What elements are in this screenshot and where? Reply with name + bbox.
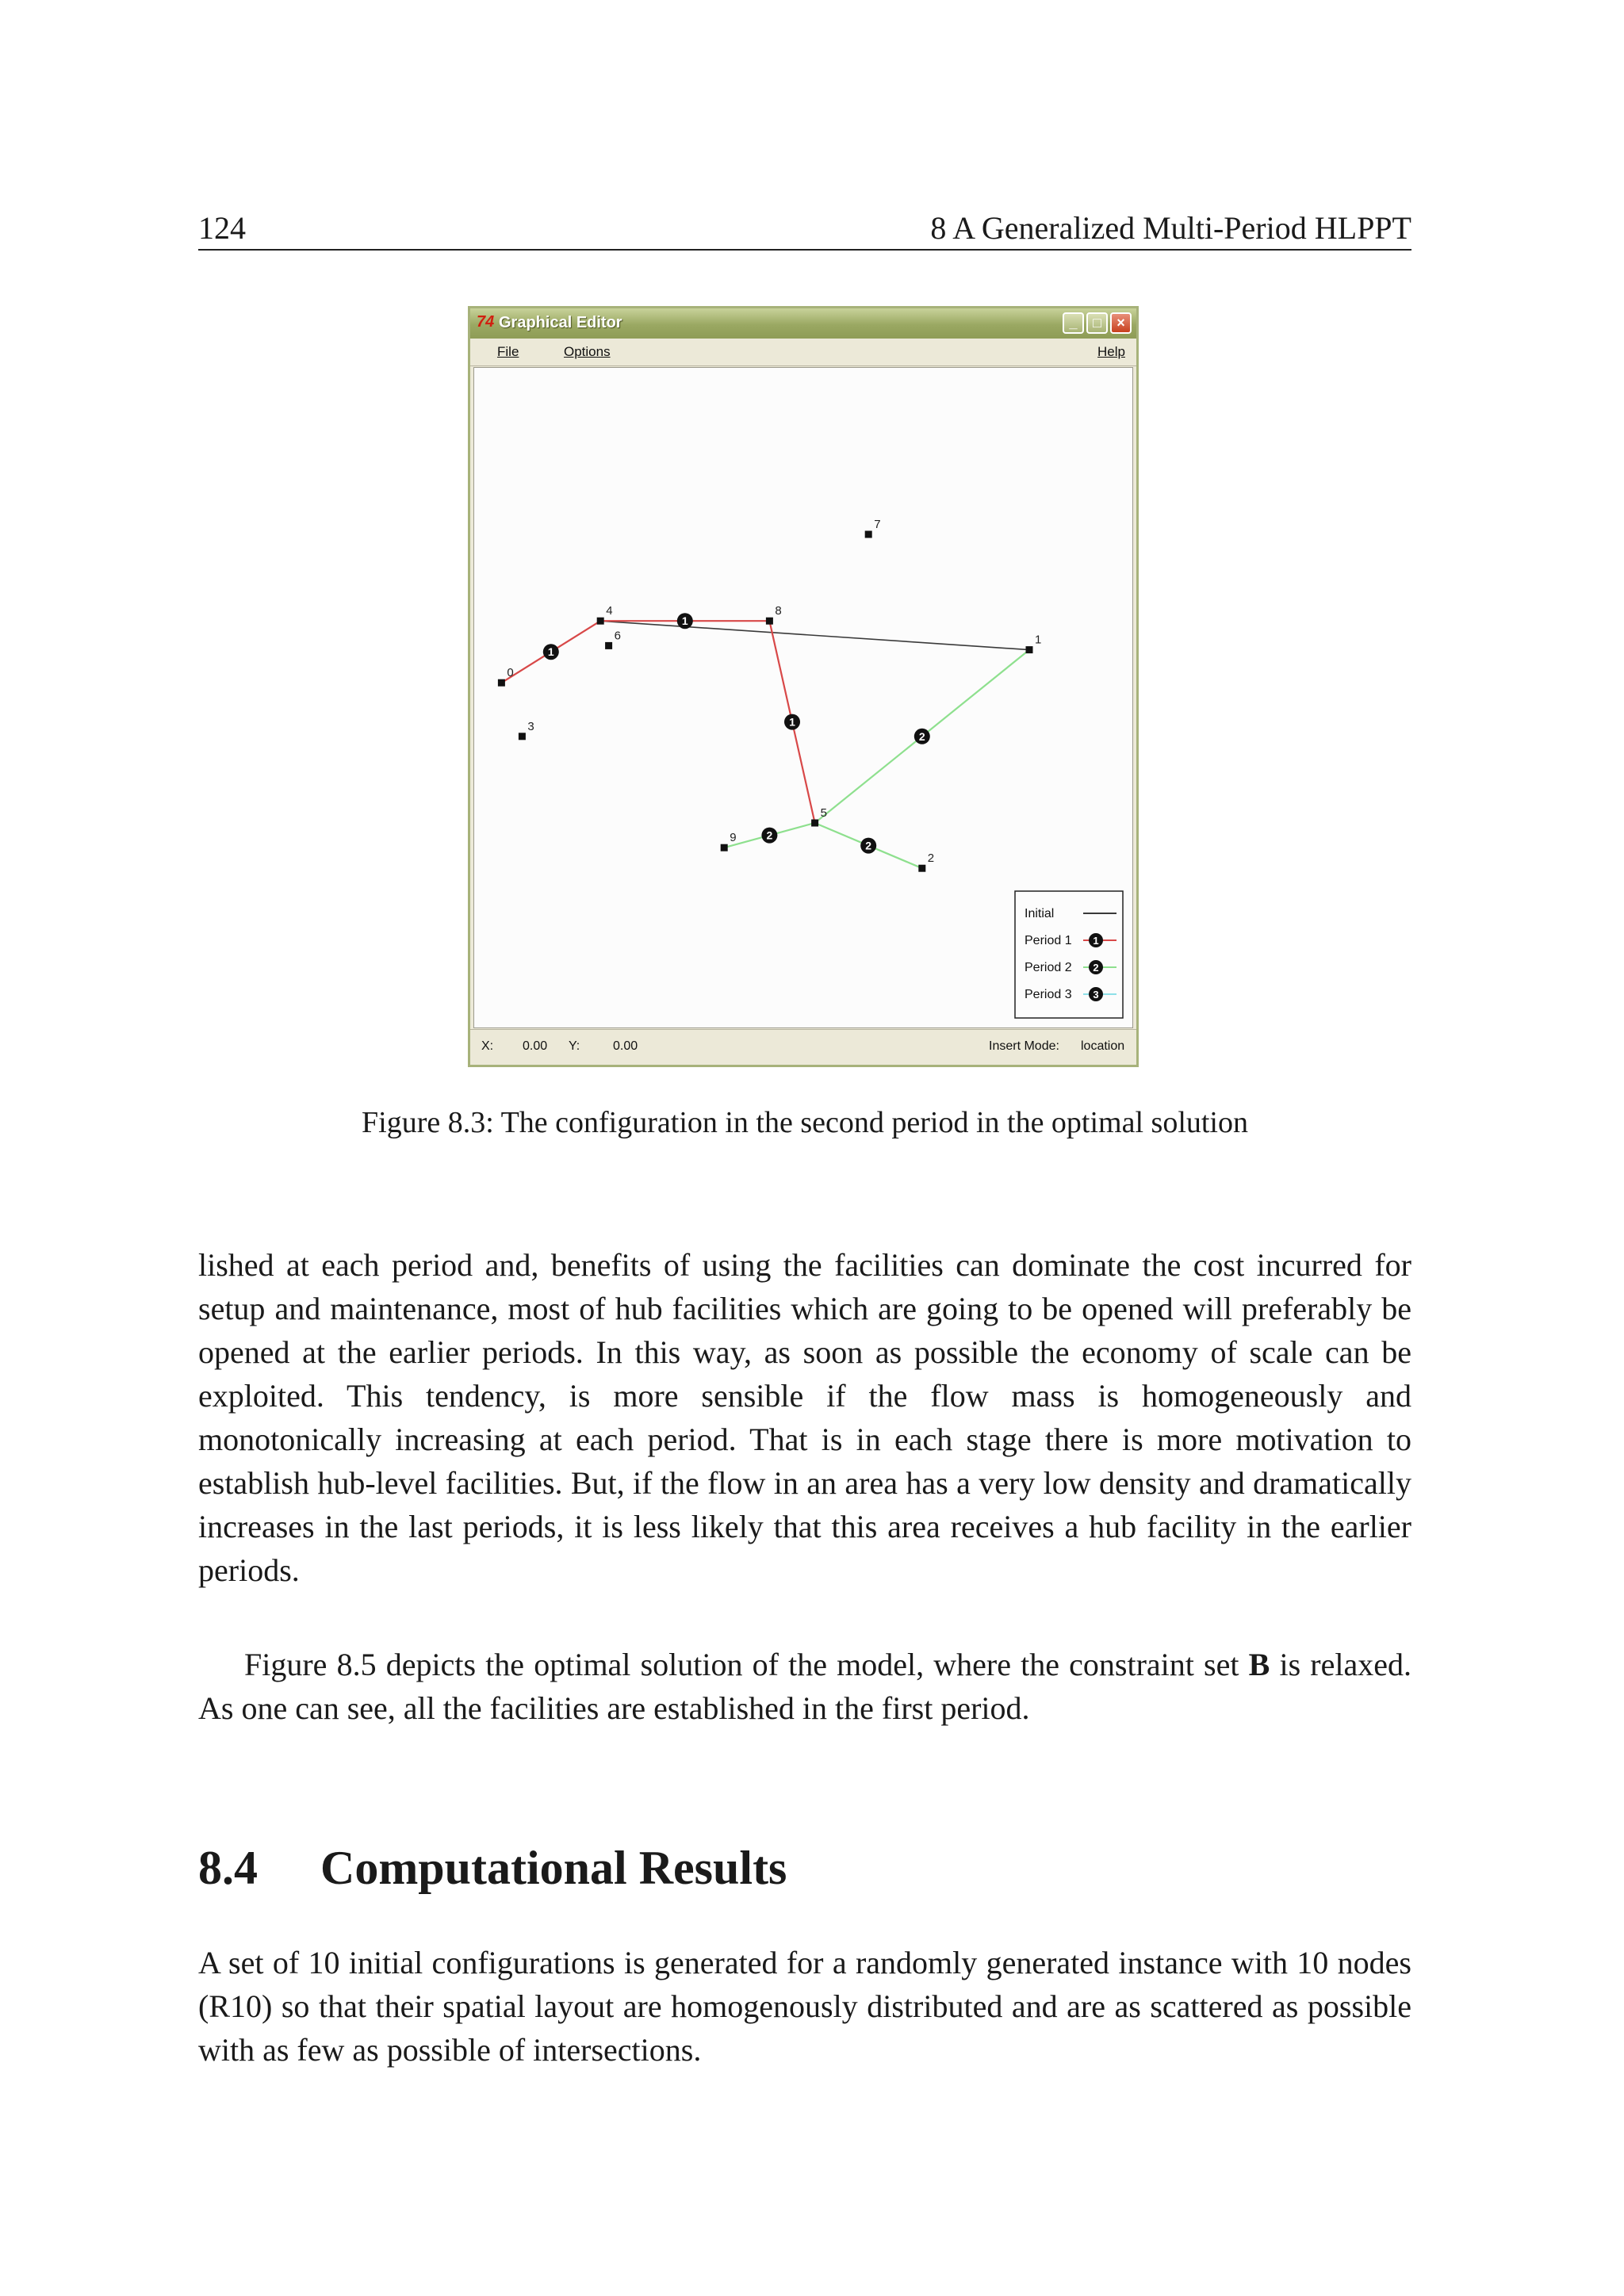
edge-badge-8-5-label: 1 — [789, 715, 795, 729]
menu-help[interactable]: Help — [1097, 344, 1125, 359]
node-4 — [597, 618, 604, 625]
menu-bar — [470, 339, 1136, 366]
edge-badge-0-4-label: 1 — [547, 645, 554, 659]
paragraph-1: lished at each period and, benefits of using the facilities can dominate the cost incurred for setup and maintenance, most of hub facilities which are going to be opened will preferably be opened at the earlier periods. In this way, as soon as possible the economy of scale can be exploited. This tendency, is more sensible if the flow mass is homogeneously and monotonically increasing at each period. That is in each stage there is more motivation to establish hub-level facilities. But, if the flow in an area has a very low density and dramatically increases in the last periods, it is less likely that this area receives a hub facility in the earlier periods. — [198, 1247, 1411, 1588]
legend-label-2: Period 2 — [1025, 961, 1072, 974]
node-label-6: 6 — [614, 629, 621, 643]
legend-label-3: Period 3 — [1025, 988, 1072, 1001]
maximize-button[interactable]: □ — [1086, 312, 1108, 334]
node-label-7: 7 — [874, 518, 881, 531]
constraint-set-symbol: B — [1248, 1647, 1270, 1682]
node-label-3: 3 — [527, 719, 534, 733]
section-heading — [198, 1841, 787, 1896]
node-label-8: 8 — [775, 604, 782, 618]
page-number: 124 — [198, 210, 246, 246]
legend-marker-label-1: 1 — [1093, 935, 1099, 947]
close-button[interactable]: × — [1110, 312, 1132, 334]
paragraph-3: A set of 10 initial configurations is generated for a randomly generated instance with 10 nodes (R10) so that their spatial layout are homogenously distributed and are as scattered as possible with as few as possible of intersections. — [198, 1945, 1411, 2068]
node-label-1: 1 — [1035, 633, 1042, 647]
node-6 — [605, 642, 612, 649]
window-title: Graphical Editor — [499, 314, 622, 331]
legend-marker-label-2: 2 — [1093, 962, 1099, 974]
edge-badge-4-8-label: 1 — [681, 614, 688, 628]
paragraph-2 — [198, 1643, 1411, 1730]
paragraph-2-start: Figure 8.5 depicts the optimal solution of the model, where the constraint set — [244, 1647, 1249, 1682]
section-number: 8.4 — [198, 1842, 258, 1894]
edge-badge-9-5-label: 2 — [766, 828, 773, 842]
insert-mode-value: location — [1081, 1039, 1125, 1053]
edge-badge-1-5-label: 2 — [918, 729, 925, 743]
network-graph[interactable] — [474, 368, 1132, 1027]
insert-mode-label: Insert Mode: — [989, 1039, 1059, 1053]
node-1 — [1026, 646, 1033, 653]
chapter-title: 8 A Generalized Multi-Period HLPPT — [930, 210, 1411, 246]
legend-label-0: Initial — [1025, 907, 1055, 920]
figure-caption: Figure 8.3: The configuration in the second period in the optimal solution — [362, 1106, 1248, 1139]
menu-file[interactable]: File — [497, 344, 519, 359]
app-logo-icon: 74 — [477, 313, 495, 331]
node-0 — [498, 679, 505, 687]
y-coordinate: 0.00 — [613, 1039, 638, 1053]
node-label-2: 2 — [927, 851, 935, 866]
node-9 — [721, 844, 728, 851]
paragraph-2-end: is relaxed. As one can see, all the facilities are established in the first period. — [198, 1647, 1411, 1726]
edge-badge-5-2-label: 2 — [865, 839, 872, 852]
y-label: Y: — [569, 1039, 580, 1053]
node-5 — [811, 820, 818, 827]
status-bar — [470, 1029, 1136, 1065]
node-label-4: 4 — [606, 604, 613, 618]
minimize-button[interactable]: _ — [1063, 312, 1084, 334]
menu-options[interactable]: Options — [564, 344, 611, 359]
node-label-5: 5 — [820, 806, 827, 820]
x-label: X: — [481, 1039, 494, 1053]
node-3 — [519, 733, 526, 740]
graphical-editor-window — [468, 306, 1139, 1067]
node-8 — [766, 618, 773, 625]
node-label-0: 0 — [507, 666, 514, 680]
node-label-9: 9 — [730, 831, 737, 845]
legend-marker-label-3: 3 — [1093, 989, 1099, 1001]
node-7 — [865, 531, 872, 538]
x-coordinate: 0.00 — [523, 1039, 548, 1053]
edge-4-1 — [600, 621, 1029, 649]
drawing-canvas[interactable] — [473, 367, 1133, 1028]
section-title: Computational Results — [320, 1842, 787, 1894]
title-bar[interactable] — [470, 308, 1136, 339]
legend-label-1: Period 1 — [1025, 934, 1072, 947]
node-2 — [918, 865, 925, 872]
running-head — [198, 208, 1411, 251]
